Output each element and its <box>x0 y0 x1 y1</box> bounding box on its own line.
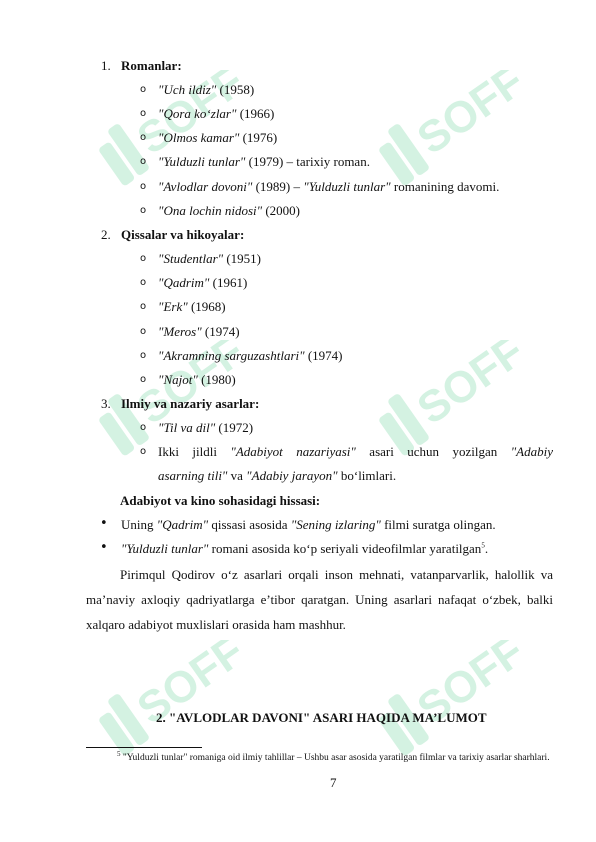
footnote-reference[interactable]: 5 <box>481 541 485 550</box>
soff-logo-icon <box>360 640 520 760</box>
circle-bullet-icon: o <box>140 205 147 216</box>
list-item: o Ikki jildli "Adabiyot nazariyasi" asari uchun yozilgan "Adabiy asarning tili" va "Adabiy jarayon" bo‘limlari. <box>140 444 553 483</box>
circle-bullet-icon: o <box>140 156 147 167</box>
body-paragraph: Pirimqul Qodirov o‘z asarlari orqali inson mehnati, vatanparvarlik, halollik va ma’naviy axloqiy qadriyatlarga e’tibor qaratgan. Uning asarlari nafaqat o‘zbek, balki xalqaro adabiyot muxlislari orasida ham mashhur. <box>86 567 553 632</box>
soff-logo-icon <box>360 70 520 190</box>
circle-bullet-icon: o <box>140 253 147 264</box>
watermark-logo <box>80 640 240 760</box>
bullet-dot-icon: • <box>100 516 108 531</box>
circle-bullet-icon: o <box>140 108 147 119</box>
list-heading-novels: 1. Romanlar: <box>101 58 182 73</box>
circle-bullet-icon: o <box>140 181 147 192</box>
circle-bullet-icon: o <box>140 446 147 457</box>
bullet-dot-icon: • <box>100 540 108 555</box>
circle-bullet-icon: o <box>140 301 147 312</box>
circle-bullet-icon: o <box>140 326 147 337</box>
watermark-text: SOFF <box>408 340 520 434</box>
watermark-text: SOFF <box>408 70 520 164</box>
watermark-logo <box>360 640 520 760</box>
watermark-logo <box>360 70 520 190</box>
circle-bullet-icon: o <box>140 374 147 385</box>
footnote-mark: 5 <box>117 749 121 758</box>
footnote-divider <box>86 747 202 748</box>
watermark-text: SOFF <box>128 640 240 734</box>
circle-bullet-icon: o <box>140 422 147 433</box>
list-heading-stories: 2. Qissalar va hikoyalar: <box>101 227 245 242</box>
circle-bullet-icon: o <box>140 84 147 95</box>
section-title: 2. "AVLODLAR DAVONI" ASARI HAQIDA MA’LUMOT <box>156 710 487 725</box>
contribution-heading: Adabiyot va kino sohasidagi hissasi: <box>120 493 321 508</box>
page-number: 7 <box>330 775 337 790</box>
circle-bullet-icon: o <box>140 350 147 361</box>
watermark-text: SOFF <box>128 340 240 434</box>
soff-logo-icon <box>80 640 240 760</box>
watermark-text: SOFF <box>408 640 520 734</box>
document-page: SOFF SOFF SOFF SOFF SOFF SOFF 1. Romanlar: o "Uch ildiz" (1958) o "Qora ko‘zlar" (1966) o "Olmos kamar" (1976) o "Yulduzli tunlar" (1979) – tarixiy roman. o "Avlodlar dovoni" (1989) – "Yulduzli tunlar" romanining davomi. o "Ona lochin nidosi" (2000) 2. Qissalar va hikoyalar: o "Studentlar" (1951) o "Qadrim" (1961) o "Erk" (1968) o "Meros" (1974) o "Akramning sarguzashtlari" (1974) o "Najot" (1980) 3. Ilmiy va nazariy asarlar: o "Til va dil" (1972) o Ikki jildli "Adabiyot nazariyasi" asari uchun yozilgan "Adabiy asarning tili" va "Adabiy jarayon" bo‘limlari. Adabiyot va kino sohasidagi hissasi: • Uning "Qadrim" qissasi asosida "Sening izlaring" filmi suratga olingan. • "Yulduzli tunlar" romani asosida ko‘p seriyali videofilmlar yaratilgan$^5$. Pirimqul Qodirov o‘z asarlari orqali inson mehnati, vatanparvarlik, halollik va ma’naviy axloqiy qadriyatlarga e’tibor qaratgan. Uning asarlari nafaqat o‘zbek, balki xalqaro adabiyot muxlislari orasida ham mashhur. 2. "AVLODLAR DAVONI" ASARI HAQIDA MA’LUMOT $^5$ "Yulduzli tunlar" romaniga oid ilmiy tahlillar – Ushbu asar asosida yaratilgan filmlar va tarixiy asarlar sharhlari. 7 <box>0 0 596 842</box>
list-heading-scientific: 3. Ilmiy va nazariy asarlar: <box>101 396 260 411</box>
circle-bullet-icon: o <box>140 277 147 288</box>
watermark-text: SOFF <box>128 70 240 164</box>
footnote: $^5$ "Yulduzli tunlar" romaniga oid ilmiy tahlillar – Ushbu asar asosida yaratilgan filmlar va tarixiy asarlar sharhlari. <box>117 749 550 763</box>
circle-bullet-icon: o <box>140 132 147 143</box>
